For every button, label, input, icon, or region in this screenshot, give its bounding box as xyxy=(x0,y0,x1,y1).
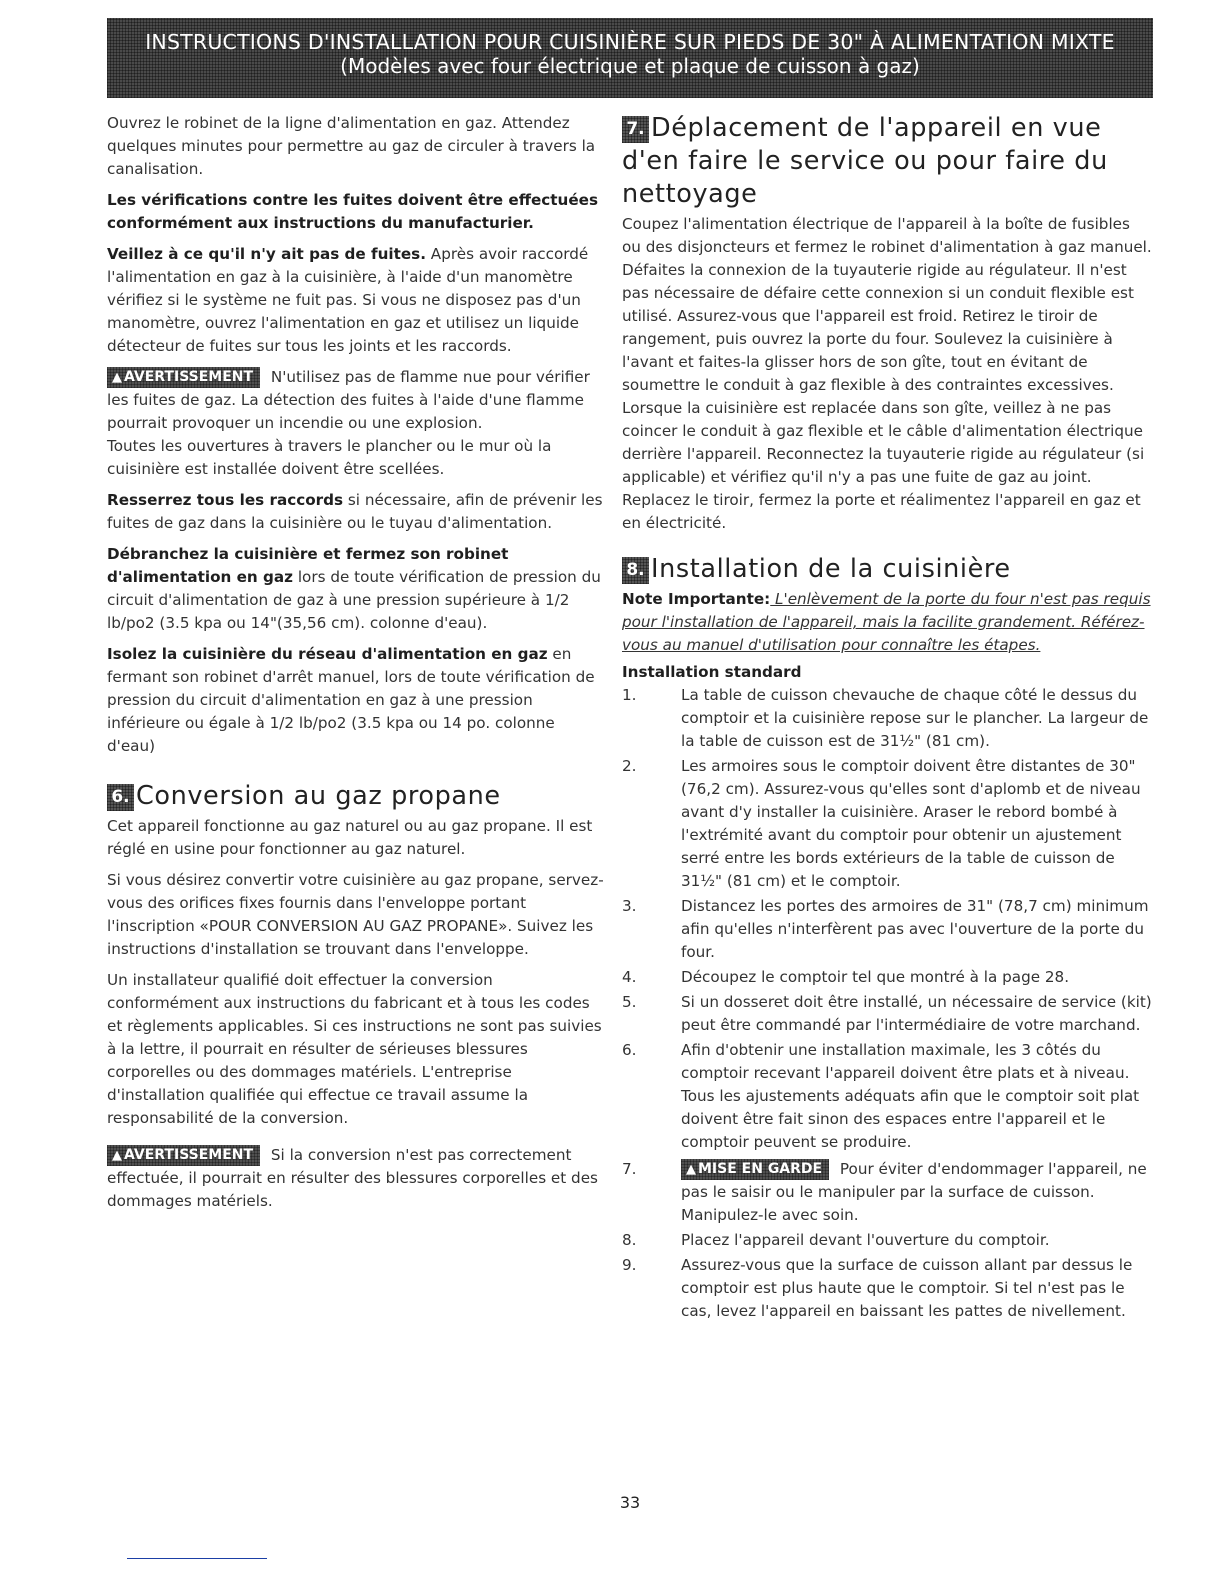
footnote-rule xyxy=(127,1558,267,1559)
isolate-paragraph: Isolez la cuisinière du réseau d'alimentation en gaz en fermant son robinet d'arrêt manuel, lors de toute vérification de pression du circuit d'alimentation en gaz à une pression inférieure ou égale à 1/2 lb/po2 (3.5 kpa ou 14 po. colonne d'eau) xyxy=(107,645,595,755)
caution-badge: ▲ MISE EN GARDE xyxy=(681,1159,829,1180)
list-item: 4. Découpez le comptoir tel que montré à la page 28. xyxy=(622,968,1070,986)
propane-intro-paragraph: Cet appareil fonctionne au gaz naturel ou au gaz propane. Il est réglé en usine pour fonctionner au gaz naturel. xyxy=(107,817,593,858)
list-item: 2. Les armoires sous le comptoir doivent être distantes de 30" (76,2 cm). Assurez-vous qu'elles sont d'aplomb et de niveau avant d'y installer la cuisinière. Araser le rebord bombé à l'extrémité avant du comptoir pour obtenir un ajustement serré entre les bords extérieurs de la table de cuisson de 31½" (81 cm) et le comptoir. xyxy=(622,757,1141,890)
warning-flame-paragraph: ▲ AVERTISSEMENT N'utilisez pas de flamme nue pour vérifier les fuites de gaz. La détection des fuites à l'aide d'une flamme pourrait provoquer un incendie ou une explosion. xyxy=(107,368,590,432)
header-banner xyxy=(107,18,1153,98)
seal-openings-paragraph: Toutes les ouvertures à travers le plancher ou le mur où la cuisinière est installée doivent être scellées. xyxy=(107,437,552,478)
section-6-heading: 6. Conversion au gaz propane xyxy=(107,780,605,813)
moving-appliance-paragraph: Coupez l'alimentation électrique de l'appareil à la boîte de fusibles ou des disjoncteurs et fermez le robinet d'alimentation à gaz manuel. Défaites la connexion de la tuyauterie rigide au régulateur. Il n'est pas nécessaire de défaire cette connexion si un conduit flexible est utilisé. Assurez-vous que l'appareil est froid. Retirez le tiroir de rangement, puis ouvrez la porte du four. Soulevez la cuisinière à l'avant et faites-la glisser hors de son gîte, tout en évitant de soumettre le conduit à gaz flexible à des contraintes excessives. Lorsque la cuisinière est replacée dans son gîte, veillez à ne pas coincer le conduit à gaz flexible et le câble d'alimentation électrique derrière l'appareil. Reconnectez la tuyauterie rigide au régulateur (si applicable) et vérifiez qu'il n'y a pas une fuite de gaz au joint. Replacez le tiroir, fermez la porte et réalimentez l'appareil en gaz et en électricité. xyxy=(622,215,1152,532)
banner-subtitle: (Modèles avec four électrique et plaque de cuisson à gaz) xyxy=(340,54,920,78)
important-note: Note Importante: L'enlèvement de la porte du four n'est pas requis pour l'installation de l'appareil, mais la facilite grandement. Référez-vous au manuel d'utilisation pour connaître les étapes. xyxy=(622,590,1151,654)
section-number-badge: 8. xyxy=(622,557,649,584)
warning-triangle-icon: ▲ xyxy=(112,370,122,385)
right-column xyxy=(622,112,1153,1325)
installation-steps-list xyxy=(622,684,1153,1323)
warning-triangle-icon: ▲ xyxy=(112,1148,122,1163)
list-item: 7. ▲ MISE EN GARDE Pour éviter d'endommager l'appareil, ne pas le saisir ou le manipuler par la surface de cuisson. Manipulez-le avec soin. xyxy=(622,1160,1147,1224)
list-item: 9. Assurez-vous que la surface de cuisson allant par dessus le comptoir est plus haute que le comptoir. Si tel n'est pas le cas, levez l'appareil en baissant les pattes de nivellement. xyxy=(622,1256,1133,1320)
section-8-heading: 8. Installation de la cuisinière xyxy=(622,553,1153,586)
leak-verification-paragraph: Les vérifications contre les fuites doivent être effectuées conformément aux instructions du manufacturier. xyxy=(107,191,599,232)
open-gas-paragraph: Ouvrez le robinet de la ligne d'alimentation en gaz. Attendez quelques minutes pour permettre au gaz de circuler à travers la canalisation. xyxy=(107,114,596,178)
warning-conversion-paragraph: ▲ AVERTISSEMENT Si la conversion n'est pas correctement effectuée, il pourrait en résulter des blessures corporelles et des dommages matériels. xyxy=(107,1146,598,1210)
qualified-installer-paragraph: Un installateur qualifié doit effectuer la conversion conformément aux instructions du fabricant et à tous les codes et règlements applicables. Si ces instructions ne sont pas suivies à la lettre, il pourrait en résulter de sérieuses blessures corporelles ou des dommages matériels. L'entreprise d'installation qualifiée qui effectue ce travail assume la responsabilité de la conversion. xyxy=(107,971,602,1127)
list-item: 1. La table de cuisson chevauche de chaque côté le dessus du comptoir et la cuisinière repose sur le plancher. La largeur de la table de cuisson est de 31½" (81 cm). xyxy=(622,686,1149,750)
list-item: 8. Placez l'appareil devant l'ouverture du comptoir. xyxy=(622,1231,1050,1249)
section-number-badge: 7. xyxy=(622,116,649,143)
left-column xyxy=(107,112,605,1221)
tighten-fittings-paragraph: Resserrez tous les raccords si nécessaire, afin de prévenir les fuites de gaz dans la cuisinière ou le tuyau d'alimentation. xyxy=(107,491,603,532)
list-item: 3. Distancez les portes des armoires de 31" (78,7 cm) minimum afin qu'elles n'interfèrent pas avec l'ouverture de la porte du four. xyxy=(622,897,1149,961)
warning-badge: ▲ AVERTISSEMENT xyxy=(107,1145,260,1166)
no-leaks-paragraph: Veillez à ce qu'il n'y ait pas de fuites. Après avoir raccordé l'alimentation en gaz à la cuisinière, à l'aide d'un manomètre vérifiez si le système ne fuit pas. Si vous ne disposez pas d'un manomètre, ouvrez l'alimentation en gaz et utilisez un liquide détecteur de fuites sur tous les joints et les raccords. xyxy=(107,245,589,355)
warning-triangle-icon: ▲ xyxy=(686,1162,696,1177)
warning-badge: ▲ AVERTISSEMENT xyxy=(107,367,260,388)
section-7-heading: 7. Déplacement de l'appareil en vue d'en faire le service ou pour faire du nettoyage xyxy=(622,113,1108,209)
page-number: 33 xyxy=(619,1493,641,1512)
disconnect-paragraph: Débranchez la cuisinière et fermez son robinet d'alimentation en gaz lors de toute vérification de pression du circuit d'alimentation de gaz à une pression supérieure à 1/2 lb/po2 (3.5 kpa ou 14"(35,56 cm). colonne d'eau). xyxy=(107,545,601,632)
list-item: 5. Si un dosseret doit être installé, un nécessaire de service (kit) peut être commandé par l'intermédiaire de votre marchand. xyxy=(622,993,1152,1034)
list-item: 6. Afin d'obtenir une installation maximale, les 3 côtés du comptoir recevant l'appareil doivent être plats et à niveau. Tous les ajustements adéquats afin que le comptoir soit plat doivent être fait sinon des espaces entre l'appareil et le comptoir peuvent se produire. xyxy=(622,1041,1140,1151)
section-number-badge: 6. xyxy=(107,784,134,811)
propane-convert-paragraph: Si vous désirez convertir votre cuisinière au gaz propane, servez-vous des orifices fixes fournis dans l'enveloppe portant l'inscription «POUR CONVERSION AU GAZ PROPANE». Suivez les instructions d'installation se trouvant dans l'enveloppe. xyxy=(107,871,604,958)
banner-title: INSTRUCTIONS D'INSTALLATION POUR CUISINIÈRE SUR PIEDS DE 30" À ALIMENTATION MIXTE xyxy=(145,30,1115,54)
standard-installation-heading: Installation standard xyxy=(622,663,802,681)
